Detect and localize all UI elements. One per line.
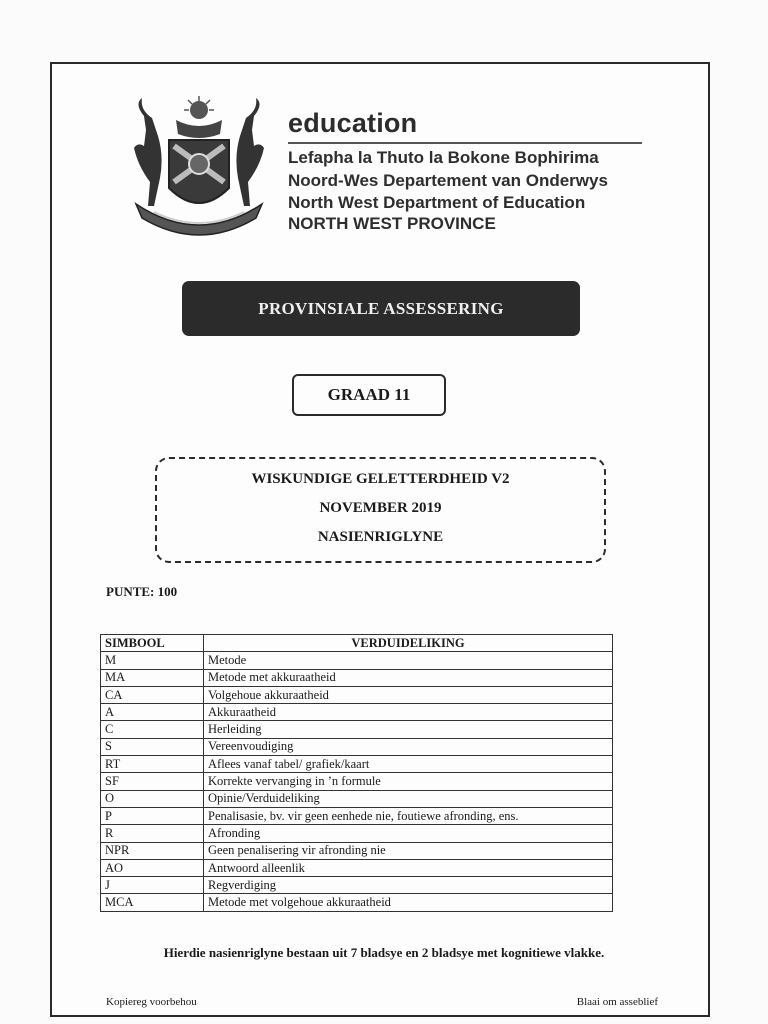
column-header-symbol: SIMBOOL: [101, 635, 204, 652]
symbol-table: [100, 634, 613, 912]
table-row: [101, 894, 613, 911]
table-header-row: [101, 635, 613, 652]
symbol-cell: CA: [101, 686, 204, 703]
header-line-english: North West Department of Education: [288, 193, 586, 212]
explanation-cell: Korrekte vervanging in ’n formule: [204, 773, 613, 790]
explanation-cell: Metode met volgehoue akkuraatheid: [204, 894, 613, 911]
explanation-cell: Regverdiging: [204, 877, 613, 894]
explanation-cell: Aflees vanaf tabel/ grafiek/kaart: [204, 756, 613, 773]
table-row: [101, 686, 613, 703]
table-row: [101, 859, 613, 876]
subject-name: WISKUNDIGE GELETTERDHEID V2: [251, 471, 510, 487]
table-row: [101, 738, 613, 755]
symbol-cell: RT: [101, 756, 204, 773]
header-line-setswana: Lefapha la Thuto la Bokone Bophirima: [288, 148, 599, 167]
table-row: [101, 669, 613, 686]
symbol-cell: MA: [101, 669, 204, 686]
symbol-cell: A: [101, 704, 204, 721]
table-row: [101, 773, 613, 790]
header-divider: [288, 142, 642, 144]
table-row: [101, 807, 613, 824]
table-row: [101, 825, 613, 842]
explanation-cell: Opinie/Verduideliking: [204, 790, 613, 807]
symbol-cell: J: [101, 877, 204, 894]
symbol-cell: SF: [101, 773, 204, 790]
subject-box: [155, 457, 606, 563]
table-row: [101, 704, 613, 721]
table-row: [101, 842, 613, 859]
symbol-cell: AO: [101, 859, 204, 876]
symbol-cell: P: [101, 807, 204, 824]
table-row: [101, 652, 613, 669]
symbol-cell: NPR: [101, 842, 204, 859]
explanation-cell: Afronding: [204, 825, 613, 842]
table-row: [101, 877, 613, 894]
explanation-cell: Vereenvoudiging: [204, 738, 613, 755]
symbol-cell: MCA: [101, 894, 204, 911]
turn-page-note: Blaai om asseblief: [576, 996, 658, 1008]
table-row: [101, 721, 613, 738]
explanation-cell: Penalisasie, bv. vir geen eenhede nie, foutiewe afronding, ens.: [204, 807, 613, 824]
symbol-cell: R: [101, 825, 204, 842]
grade-label: GRAAD 11: [292, 374, 446, 416]
column-header-explanation: VERDUIDELIKING: [204, 635, 613, 652]
symbol-cell: O: [101, 790, 204, 807]
explanation-cell: Metode: [204, 652, 613, 669]
subject-type: NASIENRIGLYNE: [317, 529, 444, 545]
explanation-cell: Geen penalisering vir afronding nie: [204, 842, 613, 859]
explanation-cell: Herleiding: [204, 721, 613, 738]
copyright-note: Kopiereg voorbehou: [106, 996, 197, 1008]
coat-of-arms-icon: [124, 96, 274, 242]
explanation-cell: Antwoord alleenlik: [204, 859, 613, 876]
total-marks: PUNTE: 100: [106, 584, 178, 599]
explanation-cell: Metode met akkuraatheid: [204, 669, 613, 686]
symbol-cell: S: [101, 738, 204, 755]
assessment-banner: PROVINSIALE ASSESSERING: [182, 281, 580, 336]
symbol-cell: M: [101, 652, 204, 669]
symbol-cell: C: [101, 721, 204, 738]
explanation-cell: Volgehoue akkuraatheid: [204, 686, 613, 703]
header-line-afrikaans: Noord-Wes Departement van Onderwys: [288, 171, 608, 190]
table-row: [101, 756, 613, 773]
header-line-province: NORTH WEST PROVINCE: [288, 214, 496, 233]
subject-date: NOVEMBER 2019: [319, 500, 442, 516]
page-count-note: Hierdie nasienriglyne bestaan uit 7 bladsye en 2 bladsye met kognitiewe vlakke.: [163, 945, 605, 960]
header-title: education: [288, 108, 418, 138]
table-row: [101, 790, 613, 807]
explanation-cell: Akkuraatheid: [204, 704, 613, 721]
